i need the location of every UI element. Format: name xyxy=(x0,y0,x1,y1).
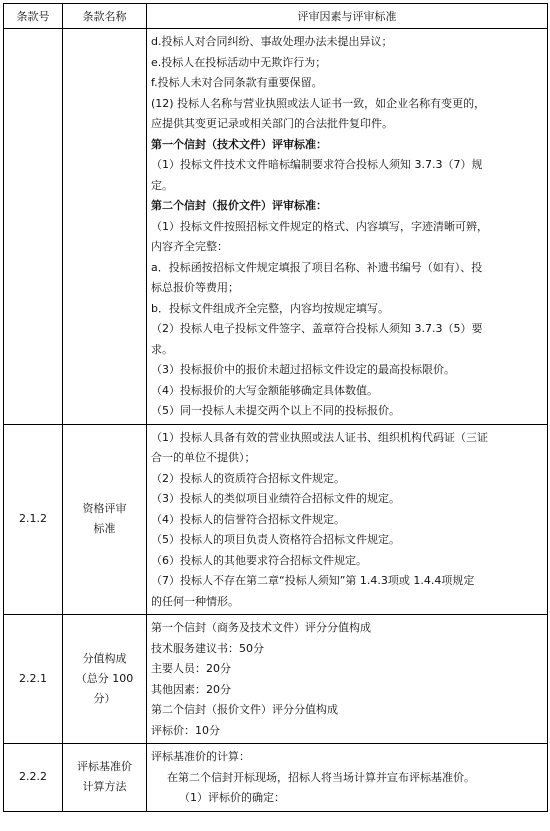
criteria-heading: 第二个信封（报价文件）评审标准： xyxy=(151,199,327,212)
criteria-line: （5）同一投标人未提交两个以上不同的投标报价。 xyxy=(151,404,400,417)
criteria-line: （1）评标价的确定： xyxy=(179,791,285,804)
clause-name-line: 分） xyxy=(93,692,116,705)
clause-name xyxy=(63,29,147,425)
criteria-line: 第二个信封（报价文件）评分分值构成 xyxy=(151,703,338,716)
criteria-line: 定。 xyxy=(151,178,173,192)
criteria-cell xyxy=(147,744,548,812)
criteria-line: 评标价：10分 xyxy=(151,723,220,737)
clause-number xyxy=(4,29,63,425)
table-header-row xyxy=(4,4,548,29)
criteria-line: (12) 投标人名称与营业执照或法人证书一致，如企业名称有变更的， xyxy=(151,96,486,110)
criteria-line: f.投标人未对合同条款有重要保留。 xyxy=(151,76,323,89)
criteria-line: （3）投标人的类似项目业绩符合招标文件的规定。 xyxy=(151,492,400,505)
clause-number: 2.2.1 xyxy=(4,615,63,744)
criteria-line: （3）投标报价中的报价未超过招标文件设定的最高投标限价。 xyxy=(151,363,455,376)
clause-name xyxy=(63,744,147,812)
criteria-line: 标总报价等费用； xyxy=(151,281,239,294)
criteria-line: a．投标函按招标文件规定填报了项目名称、补遗书编号（如有）、投 xyxy=(151,260,483,274)
criteria-cell xyxy=(147,615,548,744)
clause-name-line: 分值构成 xyxy=(82,652,127,665)
criteria-line: b．投标文件组成齐全完整，内容均按规定填写。 xyxy=(151,301,389,315)
table-row xyxy=(4,29,548,425)
criteria-line: 的任何一种情形。 xyxy=(151,594,239,608)
criteria-line: （4）投标人的信誉符合招标文件规定。 xyxy=(151,512,345,526)
criteria-line: 内容齐全完整： xyxy=(151,240,228,253)
clause-name-line: 评标基准价 xyxy=(77,760,132,774)
clause-name-line: （总分 100 xyxy=(75,672,134,685)
table-row xyxy=(4,615,548,744)
criteria-line: （2）投标人电子投标文件签字、盖章符合投标人须知 3.7.3（5）要 xyxy=(151,322,483,335)
header-clause-name: 条款名称 xyxy=(63,4,147,29)
clause-name xyxy=(63,424,147,615)
criteria-cell xyxy=(147,424,548,615)
criteria-line: 技术服务建议书：50分 xyxy=(151,641,264,655)
criteria-line: 主要人员：20分 xyxy=(151,662,231,675)
clause-number: 2.2.2 xyxy=(4,744,63,812)
criteria-line: （1）投标文件技术文件暗标编制要求符合投标人须知 3.7.3（7）规 xyxy=(151,158,483,171)
criteria-line: （7）投标人不存在第二章“投标人须知”第 1.4.3项或 1.4.4项规定 xyxy=(151,574,475,587)
criteria-line: （1）投标人具备有效的营业执照或法人证书、组织机构代码证（三证 xyxy=(151,430,488,444)
criteria-line: （1）投标文件按照招标文件规定的格式、内容填写，字迹清晰可辨， xyxy=(151,219,488,233)
evaluation-table xyxy=(3,3,548,812)
header-clause-number: 条款号 xyxy=(4,4,63,29)
clause-name-line: 计算方法 xyxy=(82,780,127,794)
clause-name-line: 标准 xyxy=(93,522,116,536)
table-row xyxy=(4,424,548,615)
criteria-line: d.投标人对合同纠纷、事故处理办法未提出异议； xyxy=(151,35,393,48)
criteria-line: 应提供其变更记录或相关部门的合法批件复印件。 xyxy=(151,117,393,130)
criteria-line: 求。 xyxy=(151,342,173,356)
criteria-line: （2）投标人的资质符合招标文件规定。 xyxy=(151,471,345,485)
criteria-line: e.投标人在投标活动中无欺诈行为； xyxy=(151,55,327,69)
criteria-line: （4）投标报价的大写金额能够确定具体数值。 xyxy=(151,383,378,397)
clause-name xyxy=(63,615,147,744)
criteria-line: 其他因素：20分 xyxy=(151,682,231,696)
criteria-heading: 第一个信封（技术文件）评审标准： xyxy=(151,137,327,151)
clause-name-line: 资格评审 xyxy=(82,502,127,516)
criteria-line: 在第二个信封开标现场，招标人将当场计算并宣布评标基准价。 xyxy=(167,770,475,784)
criteria-line: （6）投标人的其他要求符合招标文件规定。 xyxy=(151,553,367,567)
clause-number: 2.1.2 xyxy=(4,424,63,615)
criteria-line: 第一个信封（商务及技术文件）评分分值构成 xyxy=(151,621,371,634)
criteria-line: （5）投标人的项目负责人资格符合招标文件规定。 xyxy=(151,533,400,546)
criteria-line: 合一的单位不提供）； xyxy=(151,451,256,464)
criteria-cell xyxy=(147,29,548,425)
criteria-line: 评标基准价的计算： xyxy=(151,750,250,763)
header-criteria: 评审因素与评审标准 xyxy=(147,4,548,29)
table-row xyxy=(4,744,548,812)
